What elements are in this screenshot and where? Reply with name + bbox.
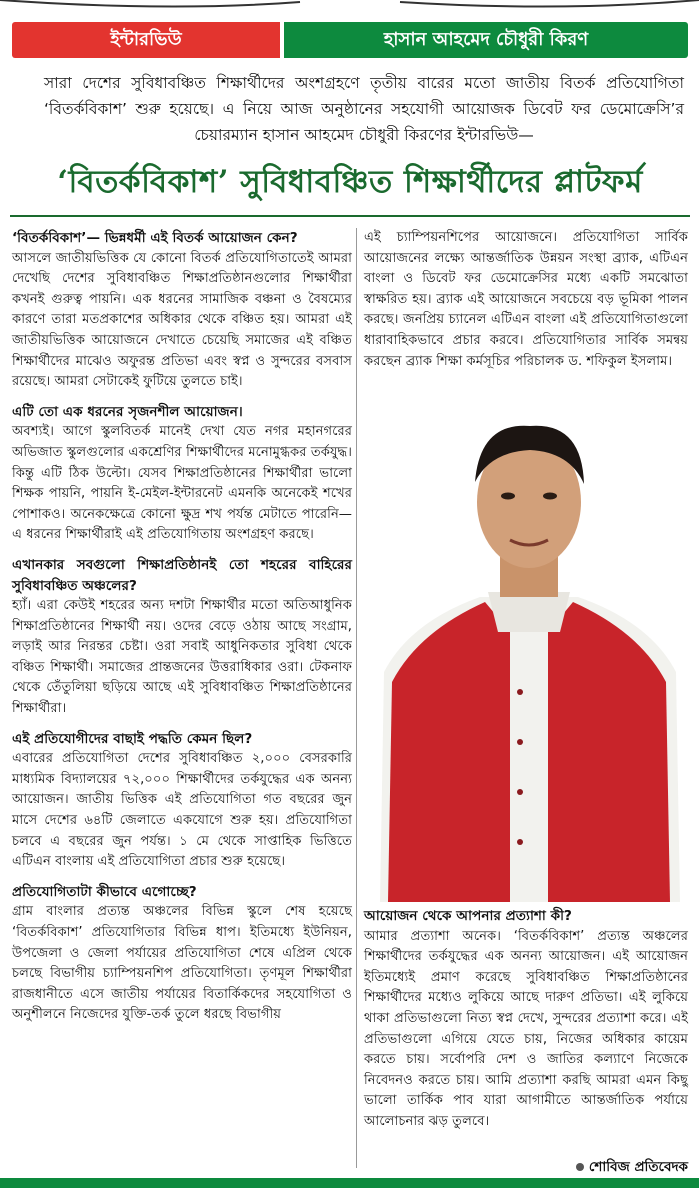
byline-text: শোবিজ প্রতিবেদক (588, 1159, 688, 1175)
section-tag: ইন্টারভিউ (12, 22, 280, 58)
right-column-top-text: এই চ্যাম্পিয়নশিপের আয়োজনে। প্রতিযোগিতা সার্বিক আয়োজনের লক্ষ্যে আন্তর্জাতিক উন্নয়ন সংস্থা ব্র্যাক, এটিএন বাংলা ও ডিবেট ফর ডেমোক্রেসির মধ্যে একটি সমঝোতা স্বাক্ষরিত হয়। ব্র্যাক এই আয়োজনে সবচেয়ে বড় ভূমিকা পালন করছে। জনপ্রিয় চ্যানেল এটিএন বাংলা এই প্রতিযোগিতাগুলো ধারাবাহিকভাবে প্রচার করবে। প্রতিযোগিতার সার্বিক সমন্বয় করছেন ব্র্যাক শিক্ষা কর্মসূচির পরিচালক ড. শফিকুল ইসলাম। (364, 230, 688, 369)
headline-divider (10, 215, 690, 217)
interviewee-name-tag: হাসান আহমেদ চৌধুরী কিরণ (284, 22, 688, 58)
answer-5: গ্রাম বাংলার প্রত্যন্ত অঞ্চলের বিভিন্ন স্কুলে শেষ হয়েছে ‘বিতর্কবিকাশ’ প্রতিযোগিতার বিভিন্ন ধাপ। ইতিমধ্যে ইউনিয়ন, উপজেলা ও জেলা পর্যায়ের প্রতিযোগিতা শেষে এপ্রিল থেকে চলছে বিভাগীয় চ্যাম্পিয়নশিপ প্রতিযোগিতা। তৃণমূল শিক্ষার্থীরা রাজধানীতে এসে জাতীয় পর্যায়ের বিতার্কিকদের সহযোগিতা ও অনুশীলনে নিজেদের যুক্তি-তর্ক তুলে ধরছে বিভাগীয় (12, 904, 352, 1023)
interviewee-photo (370, 392, 688, 902)
answer-3: হ্যাঁ। এরা কেউই শহরের অন্য দশটা শিক্ষার্থীর মতো অতিআধুনিক শিক্ষাপ্রতিষ্ঠানের শিক্ষার্থী নয়। ওদের বেড়ে ওঠায় আছে সংগ্রাম, লড়াই আর নিরন্তর চেষ্টা। ওরা সবাই আধুনিকতার সুবিধা থেকে বঞ্চিত শিক্ষার্থী। সমাজের প্রান্তজনের উত্তরাধিকার ওরা। টেকনাফ থেকে তেঁতুলিয়া ছড়িয়ে আছে এই সুবিধাবঞ্চিত শিক্ষাপ্রতিষ্ঠানের শিক্ষার্থীরা। (12, 598, 352, 717)
final-question: আয়োজন থেকে আপনার প্রত্যাশা কী? (364, 908, 572, 924)
article-headline: ‘বিতর্কবিকাশ’ সুবিধাবঞ্চিত শিক্ষার্থীদের প্লাটফর্ম (57, 164, 643, 200)
bottom-color-bar (0, 1178, 699, 1188)
intro-paragraph: সারা দেশের সুবিধাবঞ্চিত শিক্ষার্থীদের অংশগ্রহণে তৃতীয় বারের মতো জাতীয় বিতর্ক প্রতিযোগিতা ‘বিতর্কবিকাশ’ শুরু হয়েছে। এ নিয়ে আজ অনুষ্ঠানের সহযোগী আয়োজক ডিবেট ফর ডেমোক্রেসি’র চেয়ারম্যান হাসান আহমেদ চৌধুরী কিরণের ইন্টারভিউ— (44, 74, 684, 144)
question-2: এটি তো এক ধরনের সৃজনশীল আয়োজন। (12, 403, 243, 420)
left-column (12, 228, 352, 1035)
answer-2: অবশ্যই। আগে স্কুলবিতর্ক মানেই দেখা যেত নগর মহানগরের অভিজাত স্কুলগুলোর একশ্রেণির শিক্ষার্থীদের মনোমুগ্ধকর তর্কযুদ্ধ। কিন্তু এটি ঠিক উল্টো। যেসব শিক্ষাপ্রতিষ্ঠানের শিক্ষার্থীরা ভালো শিক্ষক পায়নি, পায়নি ই-মেইল-ইন্টারনেট এমনকি অনেকেই শখের পোশাকও। অনেকক্ষেত্রে কোনো ক্ষুদ্র শখ পর্যন্ত মেটাতে পারেনি— এ ধরনের শিক্ষার্থীরাই এই প্রতিযোগিতায় অংশগ্রহণ করছে। (12, 424, 352, 543)
byline (520, 1156, 688, 1179)
question-4: এই প্রতিযোগীদের বাছাই পদ্ধতি কেমন ছিল? (12, 730, 253, 747)
section-banner (12, 22, 688, 58)
column-divider (356, 228, 357, 1168)
question-3: এখানকার সবগুলো শিক্ষাপ্রতিষ্ঠানই তো শহরের বাহিরের সুবিধাবঞ্চিত অঞ্চলের? (12, 556, 352, 594)
question-5: প্রতিযোগিতাটা কীভাবে এগোচ্ছে? (12, 883, 197, 900)
bullet-icon (576, 1163, 584, 1171)
answer-4: এবারের প্রতিযোগিতা দেশের সুবিধাবঞ্চিত ২,০০০ বেসরকারি মাধ্যমিক বিদ্যালয়ের ৭২,০০০ শিক্ষার্থীদের তর্কযুদ্ধের এক অনন্য আয়োজন। জাতীয় ভিত্তিক এই প্রতিযোগিতা গত বছরের জুন মাসে দেশের ৬৪টি জেলাতে একযোগে শুরু হয়। প্রতিযোগিতা চলবে এ বছরের জুন পর্যন্ত। ১ মে থেকে সাপ্তাহিক ভিত্তিতে এটিএন বাংলায় এই প্রতিযোগিতা প্রচার শুরু হয়েছে। (12, 751, 352, 870)
question-1: ‘বিতর্কবিকাশ’— ভিন্নধর্মী এই বিতর্ক আয়োজন কেন? (12, 230, 298, 246)
answer-1: আসলে জাতীয়ভিত্তিক যে কোনো বিতর্ক প্রতিযোগিতাতেই আমরা দেখেছি দেশের সুবিধাবঞ্চিত শিক্ষাপ্রতিষ্ঠানগুলোর শিক্ষার্থীরা কখনই গুরুত্ব পায়নি। এক ধরনের সামাজিক বঞ্চনা ও বৈষম্যের কারণে তারা মতপ্রকাশের অধিকার থেকে বঞ্চিত হয়। আমরা এই জাতীয়ভিত্তিক আয়োজনে দেখাতে চেয়েছি সমাজের এই বঞ্চিত শিক্ষার্থীদের মাঝেও অফুরন্ত প্রতিভা এবং স্বপ্ন ও সুন্দরের বসবাস রয়েছে। আমরা সেটাকেই ফুটিয়ে তুলতে চাই। (12, 250, 352, 390)
final-answer: আমার প্রত্যাশা অনেক। ‘বিতর্কবিকাশ’ প্রত্যন্ত অঞ্চলের শিক্ষার্থীদের তর্কযুদ্ধের এক অনন্য আয়োজন। এই আয়োজন ইতিমধ্যেই প্রমাণ করেছে সুবিধাবঞ্চিত শিক্ষাপ্রতিষ্ঠানের শিক্ষার্থীদের মধ্যেও লুকিয়ে আছে দারুণ প্রতিভা। এই লুকিয়ে থাকা প্রতিভাগুলো নিত্য স্বপ্ন দেখে, সুন্দরের প্রত্যাশা করে। এই প্রতিভাগুলো এগিয়ে যেতে চায়, নিজের অধিকার কায়েম করতে চায়। সর্বোপরি দেশ ও জাতির কল্যাণে নিজেকে নিবেদনও করতে চায়। আমি প্রত্যাশা করছি আমরা এমন কিছু ভালো তার্কিক পাব যারা আগামীতে আন্তর্জাতিক পর্যায়ে আলোচনার ঝড় তুলবে। (364, 928, 688, 1129)
portrait-illustration (370, 392, 688, 902)
final-qa-block (364, 906, 688, 1142)
top-border-curve (0, 0, 699, 10)
